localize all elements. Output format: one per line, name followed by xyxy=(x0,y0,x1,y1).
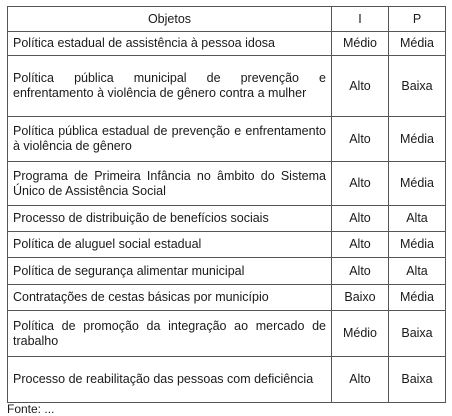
row-p: Alta xyxy=(389,258,446,285)
table-row xyxy=(8,32,446,56)
row-i: Médio xyxy=(332,311,389,357)
objects-table xyxy=(7,6,446,403)
table-header-row xyxy=(8,7,446,32)
row-p: Média xyxy=(389,117,446,162)
table-row xyxy=(8,206,446,232)
row-objeto: Processo de distribuição de benefícios sociais xyxy=(8,206,332,232)
row-objeto: Contratações de cestas básicas por município xyxy=(8,285,332,311)
table-row xyxy=(8,117,446,162)
row-objeto: Programa de Primeira Infância no âmbito do Sistema Único de Assistência Social xyxy=(8,162,332,206)
row-i: Alto xyxy=(332,206,389,232)
table-row xyxy=(8,311,446,357)
row-objeto: Política de aluguel social estadual xyxy=(8,232,332,258)
table-row xyxy=(8,232,446,258)
table-row xyxy=(8,162,446,206)
row-i: Alto xyxy=(332,162,389,206)
row-i: Alto xyxy=(332,56,389,117)
row-i: Baixo xyxy=(332,285,389,311)
row-p: Média xyxy=(389,285,446,311)
row-i: Alto xyxy=(332,232,389,258)
row-p: Alta xyxy=(389,206,446,232)
table-row xyxy=(8,357,446,403)
row-p: Baixa xyxy=(389,357,446,403)
row-objeto: Política estadual de assistência à pessoa idosa xyxy=(8,32,332,56)
row-objeto: Política de promoção da integração ao mercado de trabalho xyxy=(8,311,332,357)
row-objeto: Política pública estadual de prevenção e enfrentamento à violência de gênero xyxy=(8,117,332,162)
row-i: Alto xyxy=(332,258,389,285)
row-p: Média xyxy=(389,232,446,258)
row-i: Alto xyxy=(332,117,389,162)
header-p: P xyxy=(389,7,446,32)
header-i: I xyxy=(332,7,389,32)
row-p: Baixa xyxy=(389,56,446,117)
row-p: Baixa xyxy=(389,311,446,357)
table-row xyxy=(8,258,446,285)
row-objeto: Processo de reabilitação das pessoas com deficiência xyxy=(8,357,332,403)
table-row xyxy=(8,285,446,311)
row-p: Média xyxy=(389,32,446,56)
table-row xyxy=(8,56,446,117)
row-p: Média xyxy=(389,162,446,206)
row-objeto: Política pública municipal de prevenção e enfrentamento à violência de gênero contra a mulher xyxy=(8,56,332,117)
row-i: Alto xyxy=(332,357,389,403)
header-objetos: Objetos xyxy=(8,7,332,32)
table-caption: Fonte: ... xyxy=(7,402,55,416)
row-objeto: Política de segurança alimentar municipal xyxy=(8,258,332,285)
row-i: Médio xyxy=(332,32,389,56)
